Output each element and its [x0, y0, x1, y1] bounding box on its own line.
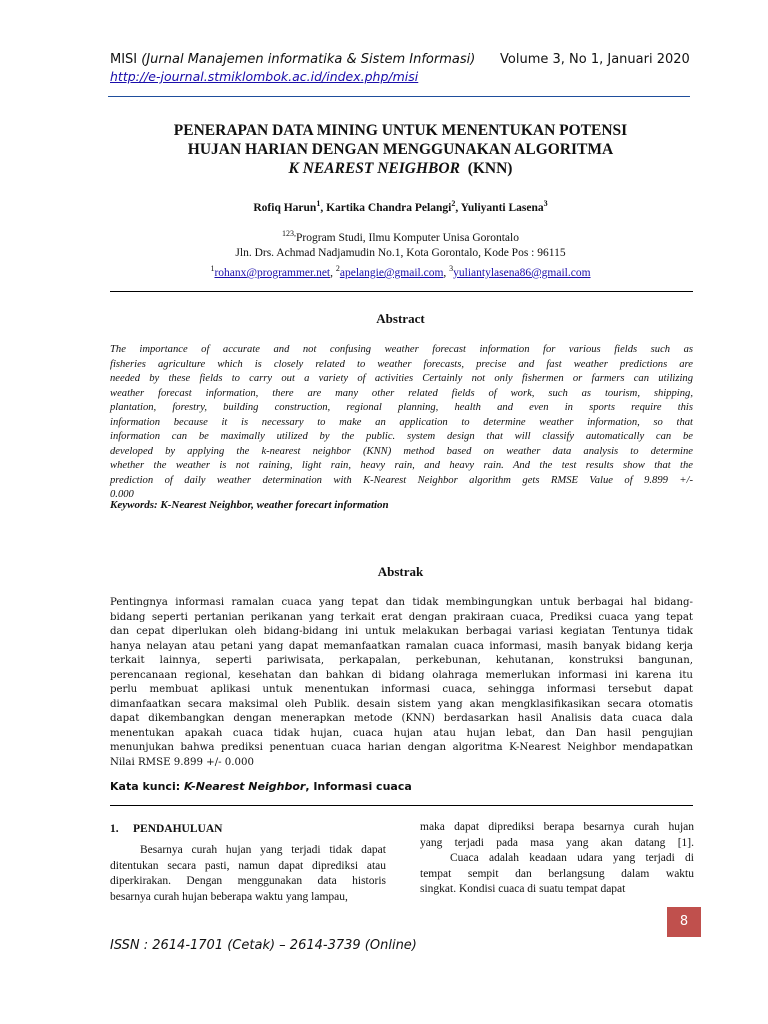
abstract-id-line: Pentingnya informasi ramalan cuaca yang tepat dan tidak membingungkan untuk berbagai hal bidang-: [110, 597, 693, 608]
abstract-id-line: bidang seperti pertanian perikanan yang terkait erat dengan prakiraan cuaca, Prediksi cuaca yang tepat: [110, 611, 693, 623]
abstract-id-line: Nilai RMSE 9.899 +/- 0.000: [110, 756, 254, 768]
abstract-en-line: The importance of accurate and not confusing weather forecast information for various fields such as: [110, 344, 693, 355]
volume-info: Volume 3, No 1, Januari 2020: [500, 52, 690, 67]
keywords-en: Keywords: K-Nearest Neighbor, weather forecart information: [110, 499, 389, 511]
author-3: Yuliyanti Lasena: [460, 201, 544, 214]
section-1-left-line: diperkirakan. Dengan menggunakan data historis: [110, 875, 386, 887]
journal-url[interactable]: http://e-journal.stmiklombok.ac.id/index.php/misi: [110, 69, 419, 84]
section-1-left-line: ditentukan secara pasti, namun dapat diprediksi atau: [110, 859, 386, 872]
section-1-left-column: [110, 843, 386, 905]
abstract-en-line: fisheries agriculture which is closely related to weather forecasts, precise and fast weather predictions are: [110, 358, 693, 370]
abstract-en-line: information can be maximally utilized by the public. system design that will classify automatically can be: [110, 431, 693, 442]
abstract-id-line: dan cepat diperlukan oleh bidang-bidang ini untuk melakukan berbagai variasi kegiatan Tentunya tidak: [110, 626, 693, 637]
affiliation-address: Jln. Drs. Achmad Nadjamudin No.1, Kota Gorontalo, Kode Pos : 96115: [235, 246, 566, 259]
affiliation-rule: [110, 291, 693, 292]
keywords-id-label: Kata kunci:: [110, 780, 184, 793]
keywords-id-italic: K-Nearest Neighbor: [183, 780, 306, 793]
abstract-en-body: [110, 343, 693, 503]
abstract-heading: Abstract: [376, 311, 425, 326]
email-2-link[interactable]: apelangie@gmail.com: [339, 266, 444, 279]
keywords-id: [110, 780, 693, 793]
section-1-heading: 1. PENDAHULUAN: [110, 823, 223, 835]
header-rule: [108, 96, 690, 97]
abstract-id-line: perlu membuat aplikasi untuk menentukan informasi cuaca, sehingga informasi tersebut dapat: [110, 684, 693, 695]
keywords-id-rest: , Informasi cuaca: [305, 780, 412, 793]
section-1-right-column: [420, 820, 694, 898]
section-1-right-line: tempat sempit dan berlangsung dalam waktu: [420, 867, 694, 880]
affiliation-program-line: [108, 226, 693, 246]
journal-full: (Jurnal Manajemen informatika & Sistem Informasi): [141, 52, 476, 67]
abstract-rule: [110, 805, 693, 806]
email-3-sup: 3: [449, 263, 454, 273]
abstrak-heading: Abstrak: [377, 564, 424, 579]
abstract-id-line: menentukan apakah cuaca tidak hujan, cuaca hujan atau hujan lebat, dan Dan hasil pengujian: [110, 727, 693, 739]
email-2-sup: 2: [335, 263, 340, 273]
section-1-left-line: besarnya curah hujan beberapa waktu yang lampau,: [110, 890, 348, 903]
journal-short: MISI: [110, 52, 138, 67]
title-line-1: PENERAPAN DATA MINING UNTUK MENENTUKAN POTENSI: [173, 122, 628, 139]
author-3-sup: 3: [543, 199, 548, 208]
abstract-id-line: hanya nelayan atau petani yang dapat memanfaatkan ramalan cuaca informasi, masih banyak bidang kerja: [110, 640, 693, 652]
title-line-3: [108, 159, 693, 178]
abstract-en-line: information because it is necessary to make an application to determine weather information, so that: [110, 416, 693, 428]
affiliation: [108, 226, 693, 281]
affiliation-emails: $^1$rohanx@programmer.net, $^2$apelangie@gmail.com, $^3$yuliantylasena86@gmail.com: [210, 263, 591, 279]
title-line-3-rest: (KNN): [467, 160, 513, 177]
issn-footer: ISSN : 2614-1701 (Cetak) – 2614-3739 (Online): [110, 938, 417, 953]
abstract-en-line: developed by applying the k-nearest neighbor (KNN) method based on weather data analysis to determine: [110, 445, 693, 457]
affiliation-program: Program Studi, Ilmu Komputer Unisa Gorontalo: [296, 231, 519, 244]
abstract-id-body: [110, 596, 693, 770]
author-1: Rofiq Harun: [253, 201, 317, 214]
journal-header: [110, 52, 475, 67]
abstract-en-line: 0.000: [110, 489, 134, 500]
author-2: Kartika Chandra Pelangi: [326, 201, 452, 214]
affiliation-sup: 123,: [282, 229, 297, 238]
abstract-en-line: prediction of daily weather determination with K-Nearest Neighbor algorithm gets RMSE Value of 9.899 +/-: [110, 474, 693, 486]
section-1-left-line: Besarnya curah hujan yang terjadi tidak dapat: [140, 844, 386, 856]
section-1-right-line: Cuaca adalah keadaan udara yang terjadi di: [450, 852, 694, 864]
abstract-en-line: weather forecast information, there are many other related fields of work, such as tourism, shipping,: [110, 387, 693, 399]
email-3-link[interactable]: yuliantylasena86@gmail.com: [453, 266, 591, 279]
section-1-right-line: maka dapat diprediksi berapa besarnya curah hujan: [420, 821, 694, 833]
abstract-id-line: terkait lainnya, seperti pariwisata, perkapalan, perkebunan, kehutanan, konstruksi bangunan,: [110, 655, 693, 666]
abstract-en-line: whether the weather is not raining, light rain, heavy rain, and heavy rain. And the test results show that the: [110, 460, 693, 471]
abstract-id-line: dimanfaatkan secara maksimal oleh Publik. desain sistem yang akan mengklasifikasikan secara otomatis: [110, 698, 693, 710]
abstract-id-line: perencanaan regional, kesehatan dan bahkan di bidang olahraga memerlukan informasi ini karena itu: [110, 669, 693, 681]
abstract-id-line: dapat dikembangkan dengan menerapkan metode (KNN) berdasarkan hasil Analisis data cuaca dala: [110, 713, 693, 724]
abstract-en-line: needed by these fields to carry out a variety of activities Certainly not only fishermen or farmers can utilizing: [110, 373, 693, 384]
abstract-id-line: menunjukan bahwa prediksi penentuan cuaca harian dengan algoritma K-Nearest Neighbor mendapatkan: [110, 742, 693, 753]
abstract-en-line: plantation, forestry, building construction, regional planning, health and even in sports require this: [110, 402, 693, 413]
author-1-sup: 1: [316, 199, 321, 208]
email-1-sup: 1: [210, 263, 215, 273]
title-line-2: HUJAN HARIAN DENGAN MENGGUNAKAN ALGORITMA: [187, 141, 614, 158]
section-1-right-line: singkat. Kondisi cuaca di suatu tempat dapat: [420, 883, 626, 895]
email-1-link[interactable]: rohanx@programmer.net: [214, 266, 331, 279]
page-number-badge: 8: [667, 907, 701, 937]
title-line-3-italic: K NEAREST NEIGHBOR: [288, 160, 460, 177]
author-list: Rofiq Harun$^1$, Kartika Chandra Pelangi$^2$, Yuliyanti Lasena$^3$: [253, 199, 548, 214]
paper-title: [108, 121, 693, 178]
author-2-sup: 2: [451, 199, 456, 208]
section-1-right-line: yang terjadi pada masa yang akan datang [1].: [420, 836, 694, 849]
